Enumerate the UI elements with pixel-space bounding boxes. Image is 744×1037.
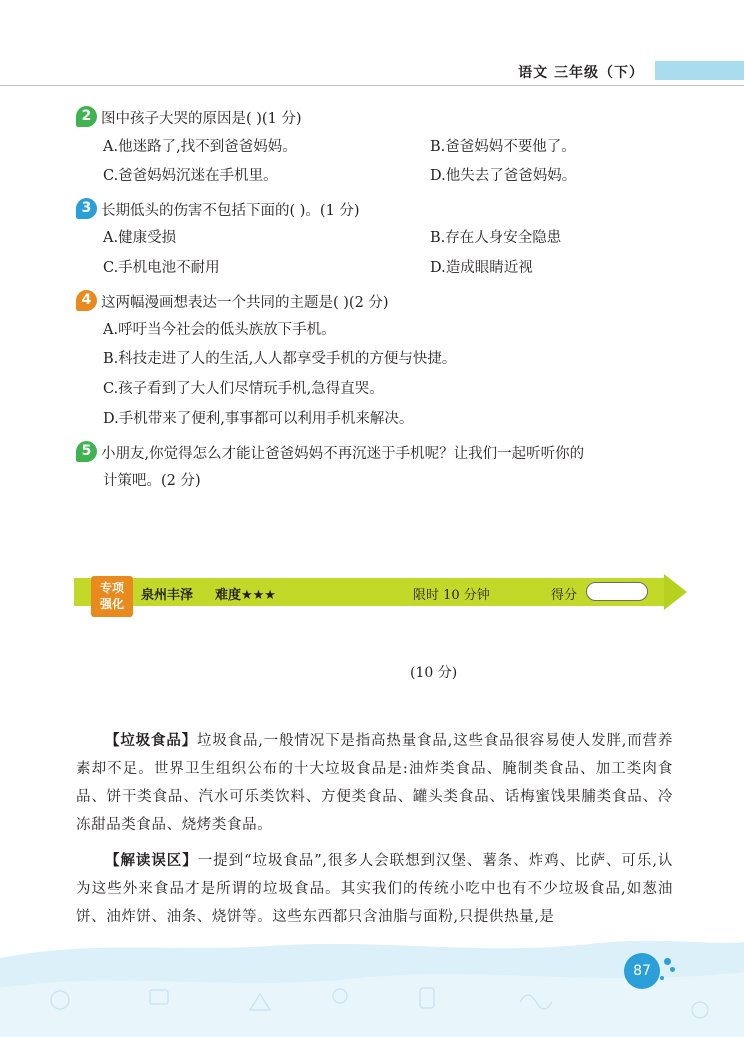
question-text: 这两幅漫画想表达一个共同的主题是( )(2 分) [101, 295, 389, 311]
question-number-badge: 3 [76, 198, 97, 219]
question-number-badge: 5 [76, 441, 97, 462]
question-text-continued: 计策吧。(2 分) [103, 473, 201, 489]
option-d: D.造成眼睛近视 [430, 260, 533, 276]
section-points: (10 分) [410, 665, 458, 681]
decor-dot [670, 967, 675, 972]
option-d: D.他失去了爸爸妈妈。 [430, 168, 577, 184]
passage-paragraph-2: 【解读误区】一提到“垃圾食品”,很多人会联想到汉堡、薯条、炸鸡、比萨、可乐,认为这些外来食品才是所谓的垃圾食品。其实我们的传统小吃中也有不少垃圾食品,如葱油饼、油炸饼、油条、烧饼等。这些东西都只含油脂与面粉,只提供热量,是 [76, 853, 673, 925]
decor-dot [660, 976, 664, 980]
option-a: A.他迷路了,找不到爸爸妈妈。 [103, 139, 297, 155]
option-c: C.手机电池不耐用 [103, 260, 220, 276]
option-c: C.孩子看到了大人们尽情玩手机,急得直哭。 [103, 381, 384, 397]
banner-source: 泉州丰泽 [141, 588, 194, 603]
banner-score-label: 得分 [551, 588, 578, 603]
score-box[interactable] [586, 582, 648, 601]
option-b: B.存在人身安全隐患 [430, 230, 562, 246]
question-text: 小朋友,你觉得怎么才能让爸爸妈妈不再沉迷于手机呢？让我们一起听听你的 [101, 446, 585, 462]
page-number: 87 [624, 953, 660, 989]
banner-tag: 专项 强化 [91, 576, 133, 617]
practice-banner [91, 576, 687, 611]
header-rule [0, 85, 744, 86]
option-a: A.呼吁当今社会的低头族放下手机。 [103, 322, 336, 338]
question-2 [76, 106, 302, 129]
option-b: B.科技走进了人的生活,人人都享受手机的方便与快捷。 [103, 351, 457, 367]
option-d: D.手机带来了便利,事事都可以利用手机来解决。 [103, 411, 414, 427]
banner-time-limit: 限时 10 分钟 [413, 588, 490, 603]
question-3 [76, 198, 360, 221]
question-5 [76, 441, 584, 464]
banner-difficulty: 难度★★★ [215, 588, 276, 603]
header-subject: 语文 三年级（下） [518, 65, 644, 81]
option-c: C.爸爸妈妈沉迷在手机里。 [103, 168, 278, 184]
option-a: A.健康受损 [103, 230, 177, 246]
question-text: 图中孩子大哭的原因是( )(1 分) [101, 111, 302, 127]
question-number-badge: 4 [76, 290, 97, 311]
passage-paragraph-1: 【垃圾食品】垃圾食品,一般情况下是指高热量食品,这些食品很容易使人发胖,而营养素却不足。世界卫生组织公布的十大垃圾食品是:油炸类食品、腌制类食品、加工类肉食品、饼干类食品、汽水可乐类饮料、方便类食品、罐头类食品、话梅蜜饯果脯类食品、冷冻甜品类食品、烧烤类食品。 [76, 733, 673, 833]
header-accent-bar [655, 61, 744, 80]
question-4 [76, 290, 389, 313]
question-text: 长期低头的伤害不包括下面的( )。(1 分) [101, 203, 360, 219]
banner-arrow-icon [664, 574, 687, 610]
question-number-badge: 2 [76, 106, 97, 127]
decor-dot [664, 958, 671, 965]
option-b: B.爸爸妈妈不要他了。 [430, 139, 576, 155]
